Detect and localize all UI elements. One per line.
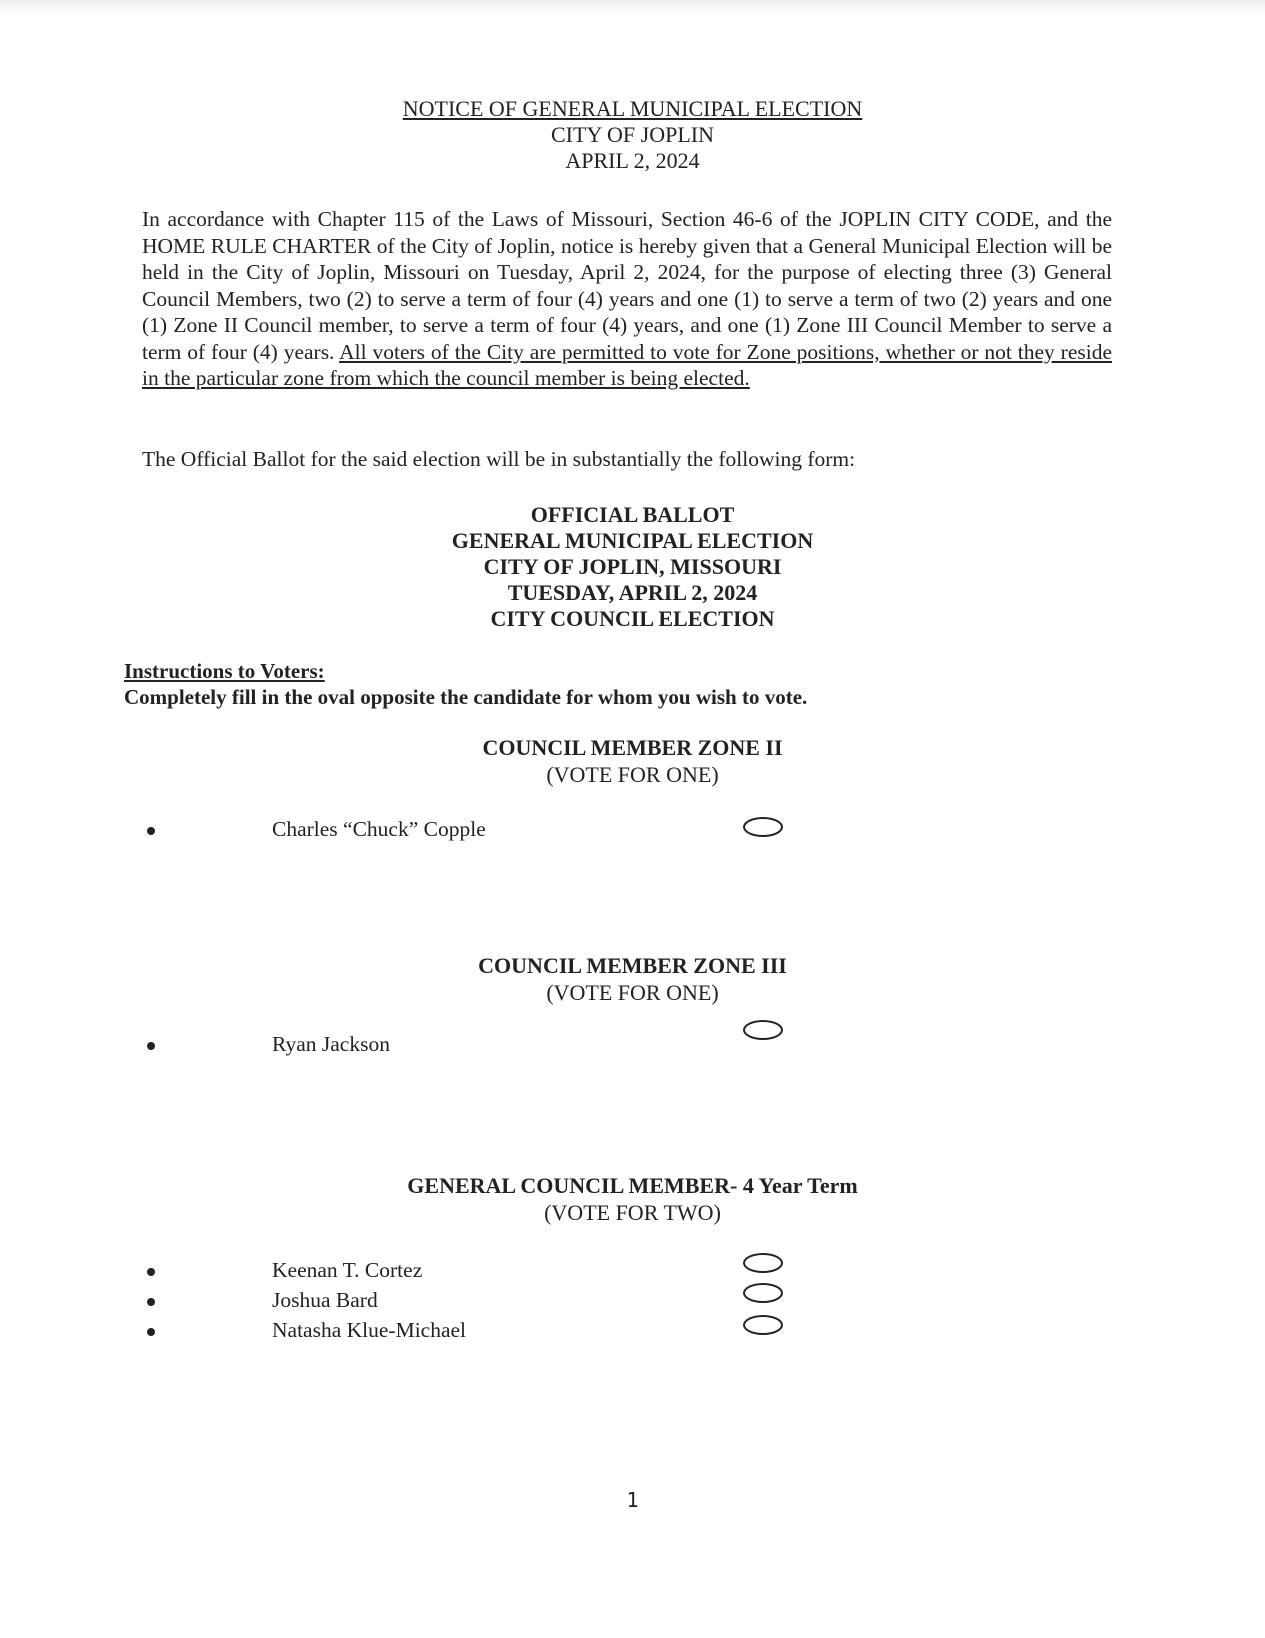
candidate-row — [0, 1316, 1265, 1346]
ballot-intro: The Official Ballot for the said election will be in substantially the following form: — [142, 447, 856, 471]
ballot-header-line: OFFICIAL BALLOT — [530, 502, 735, 527]
notice-header — [0, 96, 1265, 174]
candidate-name: Natasha Klue-Michael — [272, 1318, 467, 1342]
vote-oval[interactable] — [743, 1253, 783, 1273]
bullet-icon — [147, 1042, 155, 1050]
candidate-row — [0, 815, 1265, 845]
notice-paragraph — [142, 206, 1112, 392]
vote-oval[interactable] — [743, 817, 783, 837]
notice-body: In accordance with Chapter 115 of the Laws of Missouri, Section 46-6 of the JOPLIN CITY CODE, and the HOME RULE CHARTER of the City of Joplin, notice is hereby given that a General Municipal Election will be held in the City of Joplin, Missouri on Tuesday, April 2, 2024, for the purpose of electing three (3) General Council Members, two (2) to serve a term of four (4) years and one (1) to serve a term of two (2) years and one (1) Zone II Council member, to serve a term of four (4) years, and one (1) Zone III Council Member to serve a term of four (4) years. — [142, 207, 1112, 364]
page-number: 1 — [626, 1488, 639, 1512]
section-title: GENERAL COUNCIL MEMBER- 4 Year Term — [407, 1173, 858, 1198]
candidate-row — [0, 1030, 1265, 1060]
instructions-label: Instructions to Voters: — [124, 659, 325, 683]
notice-underlined-text: All voters of the City are permitted to vote for Zone positions, whether or not they reside in the particular zone from which the council member is being elected. — [142, 339, 1112, 390]
section-title: COUNCIL MEMBER ZONE II — [482, 735, 783, 760]
section-zone-2-header — [0, 734, 1265, 788]
candidate-row — [0, 1256, 1265, 1286]
bullet-icon — [147, 1328, 155, 1336]
vote-oval[interactable] — [743, 1283, 783, 1303]
section-vote-for: (VOTE FOR ONE) — [546, 980, 719, 1005]
bullet-icon — [147, 1298, 155, 1306]
notice-date: APRIL 2, 2024 — [565, 148, 700, 173]
vote-oval[interactable] — [743, 1315, 783, 1335]
section-title: COUNCIL MEMBER ZONE III — [478, 953, 787, 978]
section-vote-for: (VOTE FOR TWO) — [544, 1200, 721, 1225]
bullet-icon — [147, 1268, 155, 1276]
notice-title: NOTICE OF GENERAL MUNICIPAL ELECTION — [402, 96, 863, 121]
candidate-name: Keenan T. Cortez — [272, 1258, 423, 1282]
section-zone-3-header — [0, 952, 1265, 1006]
ballot-header-line: CITY OF JOPLIN, MISSOURI — [483, 554, 782, 579]
vote-oval[interactable] — [743, 1020, 783, 1040]
section-general-header — [0, 1172, 1265, 1226]
instructions-text: Completely fill in the oval opposite the candidate for whom you wish to vote. — [124, 685, 808, 709]
notice-city: CITY OF JOPLIN — [551, 122, 714, 147]
candidate-name: Charles “Chuck” Copple — [272, 817, 486, 841]
candidate-name: Ryan Jackson — [272, 1032, 390, 1056]
ballot-header-line: TUESDAY, APRIL 2, 2024 — [507, 580, 758, 605]
candidate-name: Joshua Bard — [272, 1288, 378, 1312]
bullet-icon — [147, 827, 155, 835]
ballot-header-line: GENERAL MUNICIPAL ELECTION — [451, 528, 814, 553]
section-vote-for: (VOTE FOR ONE) — [546, 762, 719, 787]
instructions — [124, 658, 807, 710]
scan-top-edge — [0, 0, 1265, 14]
ballot-header — [0, 502, 1265, 632]
ballot-header-line: CITY COUNCIL ELECTION — [490, 606, 775, 631]
candidate-row — [0, 1286, 1265, 1316]
